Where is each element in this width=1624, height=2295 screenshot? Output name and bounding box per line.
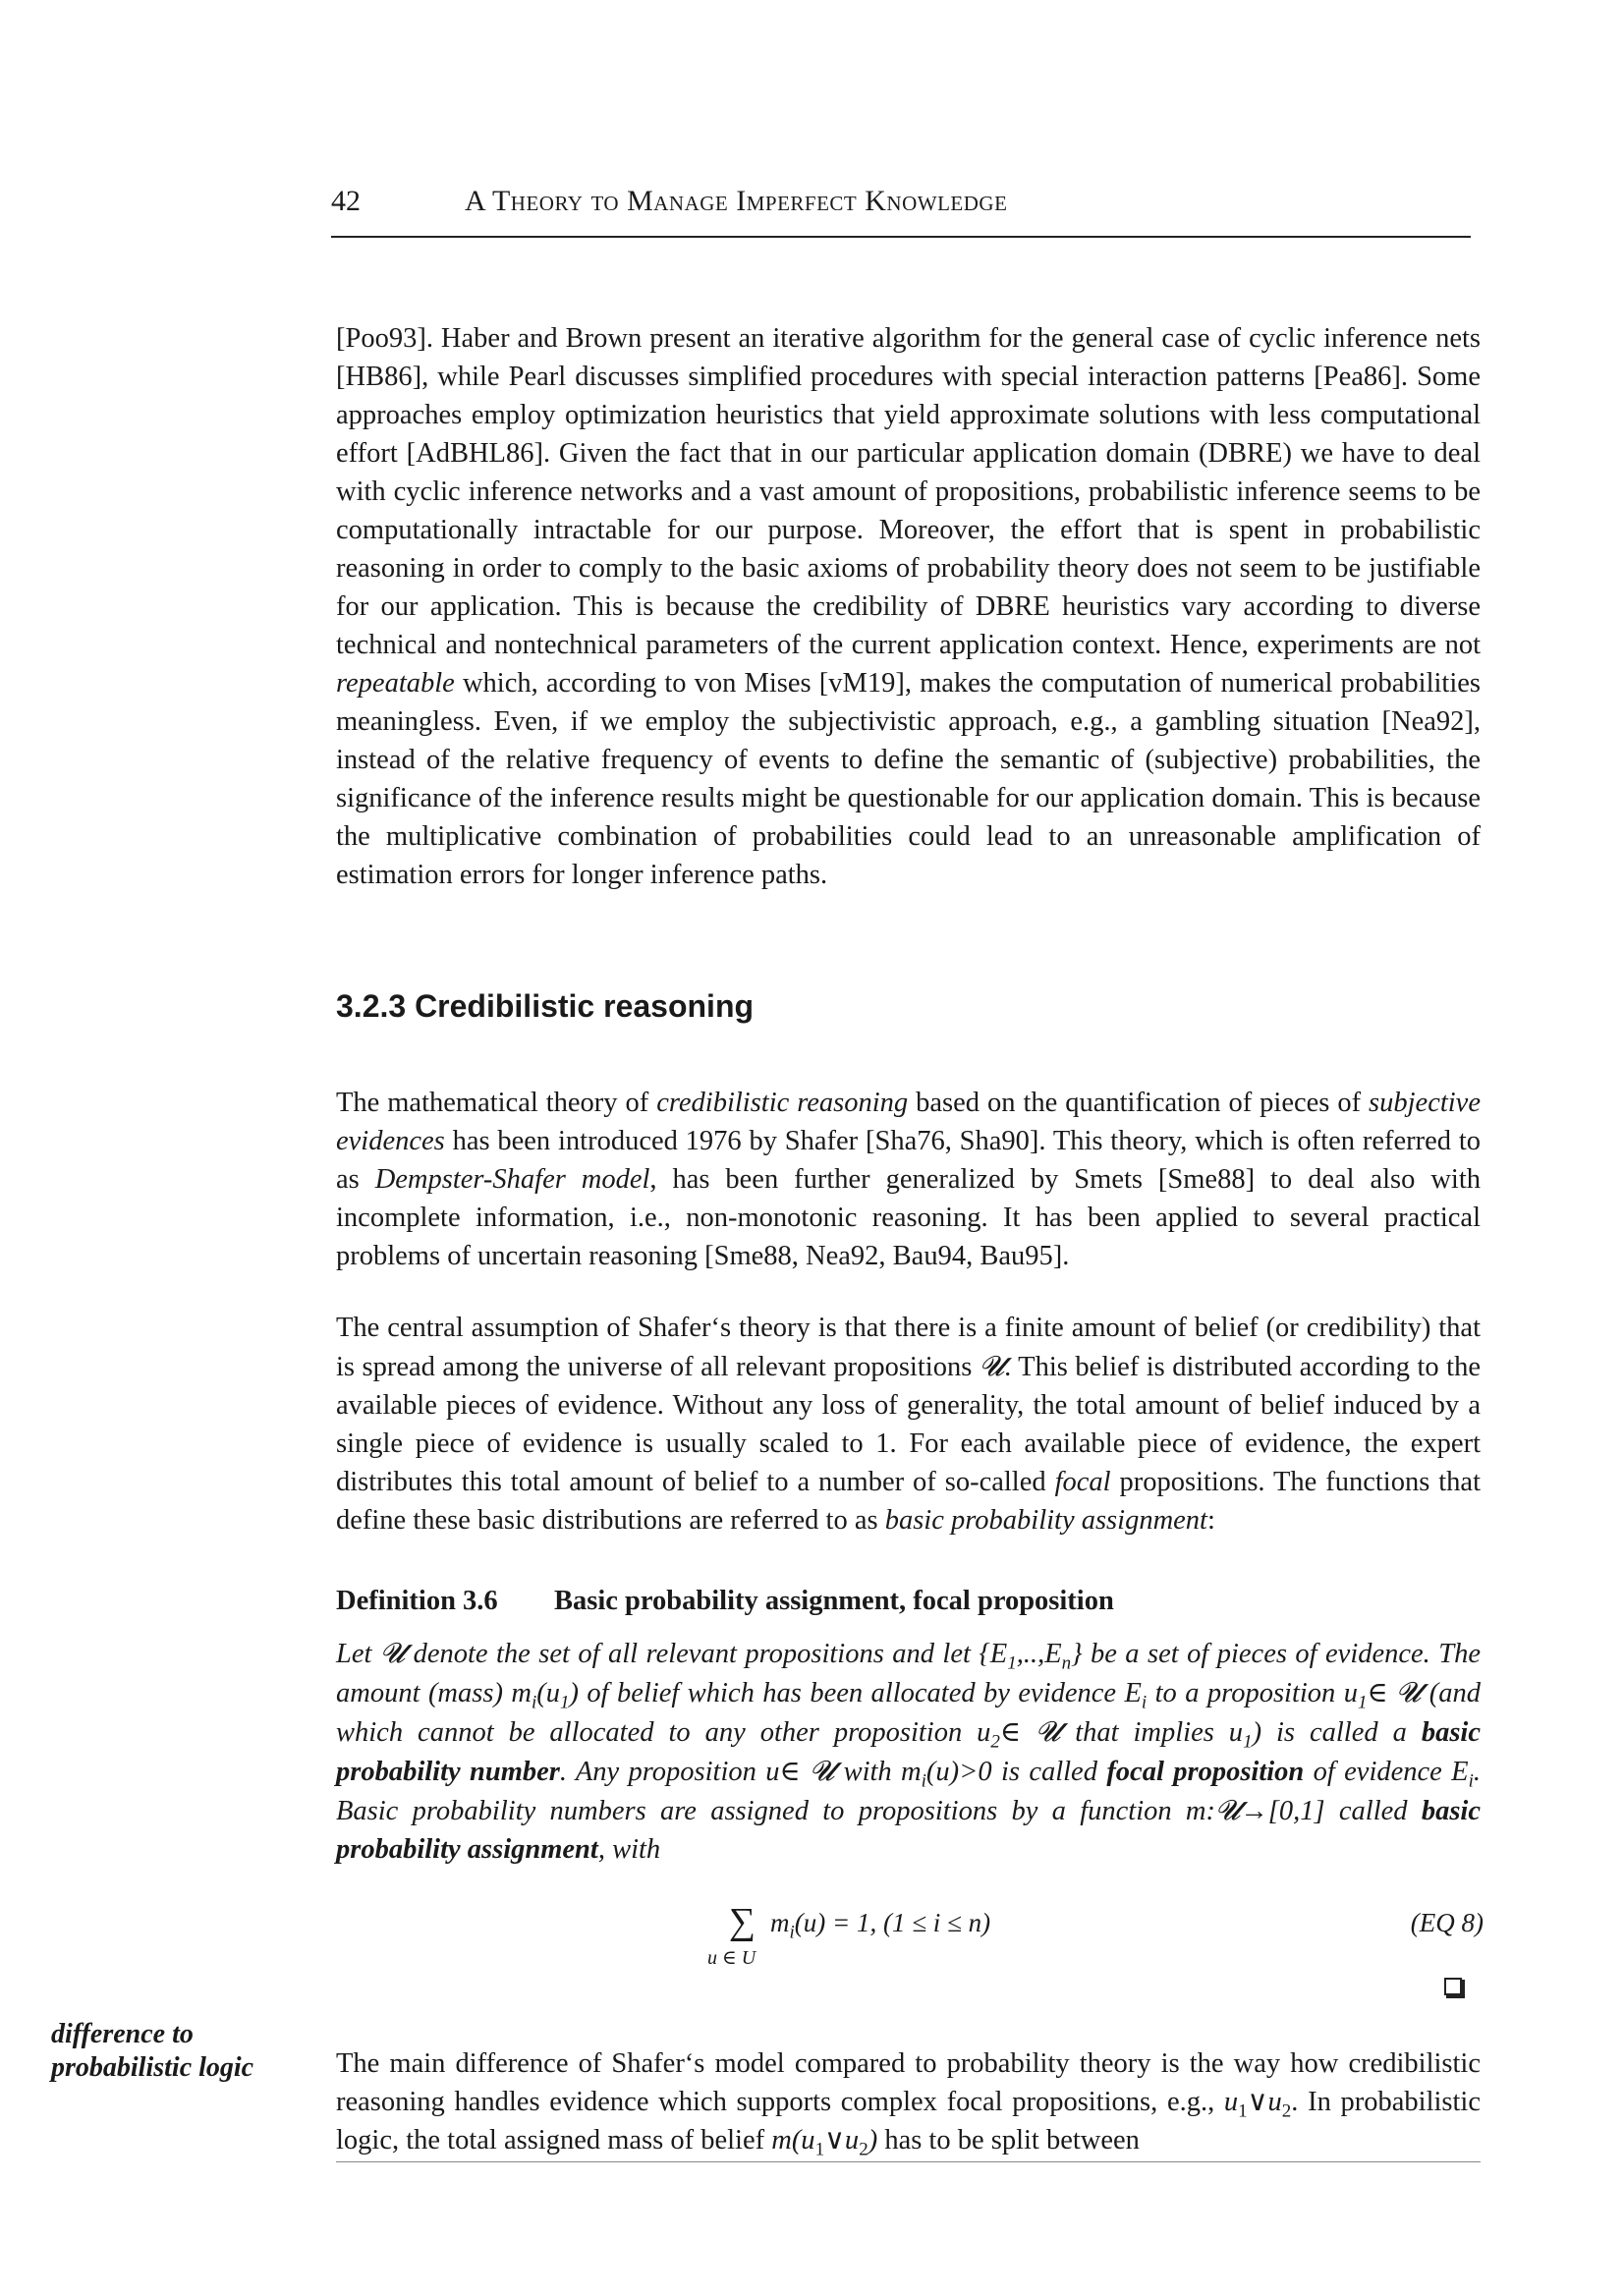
def-t5: (u <box>536 1678 560 1708</box>
eq-rest: (u) = 1, (1 ≤ i ≤ n) <box>794 1908 991 1937</box>
def-t3: ,..,E <box>1016 1639 1062 1669</box>
equation-8 <box>707 1901 1493 1975</box>
definition-heading <box>336 1586 1481 1617</box>
eq-sub-i: i <box>789 1922 795 1943</box>
p3-text-d: : <box>1206 1504 1215 1536</box>
def-sub-i-a: i <box>531 1692 537 1713</box>
margin-note: difference to probabilistic logic <box>51 2019 254 2083</box>
paragraph-probabilistic-inference <box>336 319 1481 894</box>
definition-number: Definition 3.6 <box>336 1586 498 1616</box>
p2-em-3: Dempster-Shafer model <box>374 1163 650 1195</box>
def-sub-2: 2 <box>990 1731 1000 1753</box>
def-sub-1c: 1 <box>1358 1692 1368 1713</box>
p2-em-2: subjective evidences <box>336 1087 1481 1156</box>
equation-body <box>770 1908 991 1943</box>
p2-text-b: based on the quantification of pieces of <box>908 1087 1370 1118</box>
def-term-bpa: basic probability assignment <box>336 1796 1481 1865</box>
section-heading: 3.2.3 Credibilistic reasoning <box>336 988 755 1024</box>
def-sub-i-c: i <box>921 1770 926 1792</box>
p1-text-a: [Poo93]. Haber and Brown present an iterative algorithm for the general case of cyclic inference nets [HB86], while Pearl discusses simplified procedures with special interaction patterns [Pea86]. Some approaches employ optimization heuristics that yield approximate solutions with less computational effort [AdBHL86]. Given the fact that in our particular application domain (DBRE) we have to deal with cyclic inference networks and a vast amount of propositions, probabilistic inference seems to be computationally intractable for our purpose. Moreover, the effort that is spent in probabilistic reasoning in order to comply to the basic axioms of probability theory does not seem to be justifiable for our application. This is because the credibility of DBRE heuristics vary according to diverse technical and nontechnical parameters of the current application context. Hence, experiments are not <box>336 323 1481 660</box>
paragraph-shafer-assumption <box>336 1280 1481 1567</box>
p2-text-d: , has been further generalized by Smets [Sme88] to deal also with incomplete information, i.e., non-monotonic reasoning. It has been applied to several practical problems of uncertain reasoning [Sme88, Nea92, Bau94, Bau95]. <box>336 1163 1482 1271</box>
sum-symbol: ∑ <box>729 1901 756 1942</box>
def-t11: that implies u <box>1060 1717 1244 1748</box>
p3-em-2: basic probability assignment <box>884 1504 1207 1536</box>
def-universe-4: 𝓤 <box>809 1755 835 1787</box>
def-t4: } be a set of pieces of evidence. The amount (mass) m <box>336 1639 1482 1708</box>
def-term-focal: focal proposition <box>1106 1757 1305 1787</box>
p4-mass-or: ∨u <box>824 2124 860 2155</box>
sum-subscript: u ∈ U <box>707 1947 756 1969</box>
p4-sub-2b: 2 <box>859 2139 868 2160</box>
p4-text-b: . In probabilistic logic, the total assigned mass of belief <box>336 2086 1481 2155</box>
def-t17: . Basic probability numbers are assigned to propositions by a function m: <box>336 1757 1481 1826</box>
def-t10: ∈ <box>999 1717 1036 1748</box>
p2-text-a: The mathematical theory of <box>336 1087 657 1118</box>
def-t6: ) of belief which has been allocated by evidence E <box>569 1678 1142 1708</box>
def-t1: Let <box>336 1639 380 1669</box>
end-of-definition-icon <box>1444 1978 1462 1995</box>
def-t9: (and which cannot be allocated to any other proposition u <box>336 1678 1481 1748</box>
running-title: A Theory to Manage Imperfect Knowledge <box>465 185 1008 217</box>
p4-mass-end: ) <box>868 2124 878 2155</box>
p1-text-b: which, according to von Mises [vM19], makes the computation of numerical probabilities meaningless. Even, if we employ the subjectivistic approach, e.g., a gambling situation [Nea92], instead of the relative frequency of events to define the semantic of (subjective) probabilities, the significance of the inference results might be questionable for our application domain. This is because the multiplicative combination of probabilities could lead to an unreasonable amplification of estimation errors for longer inference paths. <box>336 668 1481 890</box>
def-sub-n: n <box>1061 1652 1072 1674</box>
p1-emphasis: repeatable <box>336 668 455 699</box>
p4-mass: m(u <box>771 2124 815 2155</box>
p4-sub-2a: 2 <box>1281 2100 1292 2122</box>
p4-sub-1a: 1 <box>1238 2100 1248 2122</box>
p3-text-c: propositions. The functions that define these basic distributions are referred to as <box>336 1466 1481 1536</box>
p4-sub-1b: 1 <box>814 2139 825 2160</box>
p3-universe-symbol: 𝓤 <box>979 1349 1005 1382</box>
p3-text-b: . This belief is distributed according to the available pieces of evidence. Without any loss of generality, the total amount of belief induced by a single piece of evidence is usually scaled to 1. For each available piece of evidence, the expert distributes this total amount of belief to a number of so-called <box>336 1351 1481 1497</box>
def-universe-1: 𝓤 <box>379 1637 406 1669</box>
eq-m: m <box>770 1908 790 1937</box>
def-universe-3: 𝓤 <box>1035 1715 1061 1748</box>
page-number: 42 <box>331 185 361 217</box>
def-universe-2: 𝓤 <box>1396 1676 1422 1708</box>
paragraph-credibilistic-intro <box>336 1055 1481 1303</box>
p4-text-a: The main difference of Shafer‘s model compared to probability theory is the way how credibilistic reasoning handles evidence which supports complex focal propositions, e.g., <box>336 2047 1481 2117</box>
def-t7: to a proposition u <box>1147 1678 1358 1708</box>
p4-or: ∨u <box>1247 2086 1282 2117</box>
def-universe-5: 𝓤 <box>1215 1794 1241 1826</box>
def-sub-1a: 1 <box>1007 1652 1017 1674</box>
def-t14: with m <box>834 1757 922 1787</box>
p4-u1: u <box>1223 2086 1239 2117</box>
definition-title: Basic probability assignment, focal proposition <box>554 1586 1114 1616</box>
def-t18: →[0,1] called <box>1240 1796 1422 1826</box>
p2-text-c: has been introduced 1976 by Shafer [Sha76, Sha90]. This theory, which is often referred to as <box>336 1125 1481 1195</box>
def-t8: ∈ <box>1367 1678 1397 1708</box>
def-t16: of evidence E <box>1304 1757 1469 1787</box>
definition-body <box>336 1634 1481 1869</box>
def-sub-i-b: i <box>1141 1692 1148 1713</box>
running-header <box>331 185 1471 238</box>
def-sub-1d: 1 <box>1243 1731 1253 1753</box>
def-sub-1b: 1 <box>560 1692 570 1713</box>
p4-text-c: has to be split between <box>877 2124 1140 2155</box>
footer-divider <box>336 2161 1481 2162</box>
def-t12: ) is called a <box>1252 1717 1422 1748</box>
def-t15: (u)>0 is called <box>925 1757 1107 1787</box>
def-t13: . Any proposition u∈ <box>559 1757 810 1787</box>
p3-em-1: focal <box>1054 1466 1111 1497</box>
p3-text-a: The central assumption of Shafer‘s theory is that there is a finite amount of belief (or credibility) that is spread among the universe of all relevant propositions <box>336 1312 1481 1382</box>
def-term-bpn: basic probability number <box>336 1717 1481 1787</box>
def-t2: denote the set of all relevant propositions and let {E <box>405 1639 1008 1669</box>
def-t19: , with <box>597 1834 661 1865</box>
p2-em-1: credibilistic reasoning <box>656 1087 909 1118</box>
def-sub-i-d: i <box>1468 1770 1474 1792</box>
equation-tag: (EQ 8) <box>1410 1908 1484 1937</box>
